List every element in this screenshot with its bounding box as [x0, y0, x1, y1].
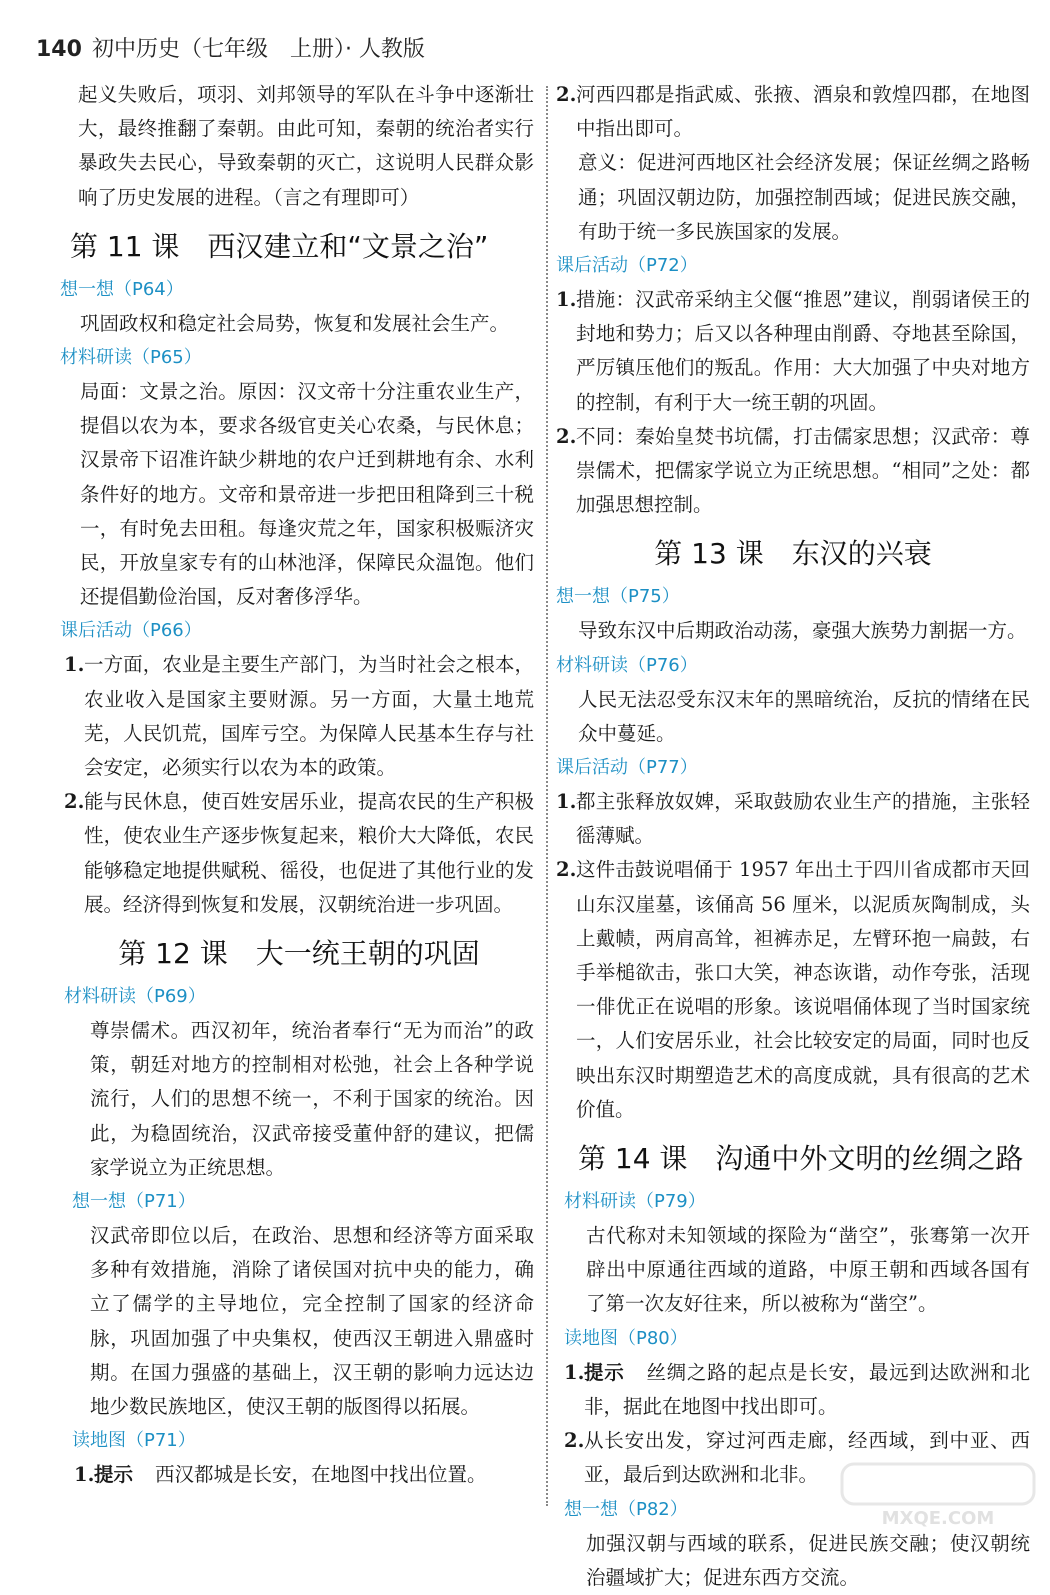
item-text: 这件击鼓说唱俑于 1957 年出土于四川省成都市天回山东汉崖墓，该俑高 56 厘米，以泥质灰陶制成，头上戴帻，两肩高耸，袒裤赤足，左臂环抱一扁鼓，右手举槌欲击，张口大笑，神态诙谐，动作夸张，活现一俳优正在说唱的形象。该说唱俑体现了当时国家统一，人们安居乐业，社会比较安定的局面，同时也反映出东汉时期塑造艺术的高度成就，具有很高的艺术价值。: [576, 858, 1030, 1121]
right-column: [556, 78, 1030, 1595]
answer-text: 尊崇儒术。西汉初年，统治者奉行“无为而治”的政策，朝廷对地方的控制相对松弛，社会上各种学说流行，人们的思想不统一，不利于国家的统治。因此，为稳固统治，汉武帝接受董仲舒的建议，把儒家学说立为正统思想。: [90, 1019, 534, 1179]
item-number: 2.: [564, 1429, 585, 1453]
tip-label: 提示: [94, 1463, 134, 1487]
answer-text: 汉武帝即位以后，在政治、思想和经济等方面采取多种有效措施，消除了诸侯国对抗中央的能力，确立了儒学的主导地位，完全控制了国家的经济命脉，巩固加强了中央集权，使西汉王朝进入鼎盛时期。在国力强盛的基础上，汉王朝的影响力远达边地少数民族地区，使汉王朝的版图得以拓展。: [90, 1224, 534, 1419]
section-label: 材料研读（P76）: [556, 654, 698, 676]
answer-text: 巩固政权和稳定社会局势，恢复和发展社会生产。: [80, 311, 510, 335]
item-number: 1.: [564, 1360, 585, 1384]
item-content: [94, 1458, 534, 1492]
section-label: 材料研读（P69）: [64, 986, 206, 1008]
list-item: [556, 283, 1030, 420]
lesson-12-title: 第 12 课 大一统王朝的巩固: [118, 937, 480, 971]
list-item: [556, 853, 1030, 1127]
item-text: 措施：汉武帝采纳主父偃“推恩”建议，削弱诸侯王的封地和势力；后又以各种理由削爵、夺地甚至除国，严厉镇压他们的叛乱。作用：大大加强了中央对地方的控制，有利于大一统王朝的巩固。: [576, 288, 1030, 414]
item-number: 2.: [556, 83, 577, 106]
page-number: 140: [36, 37, 82, 62]
list-item: [556, 78, 1030, 146]
list-item: [556, 785, 1030, 853]
item-number: 2.: [64, 790, 85, 814]
section-label: 想一想（P75）: [556, 586, 680, 608]
item-text: 丝绸之路的起点是长安，最远到达欧洲和北非，据此在地图中找出即可。: [584, 1360, 1030, 1418]
list-item: [64, 648, 534, 785]
section-label: 想一想（P71）: [72, 1191, 196, 1213]
section-label: 读地图（P80）: [564, 1327, 688, 1349]
item-text: 西汉都城是长安，在地图中找出位置。: [155, 1463, 487, 1487]
watermark-logo: [838, 1460, 1038, 1530]
list-item: [556, 420, 1030, 523]
page-header: [36, 32, 425, 63]
answer-text: 意义：促进河西地区社会经济发展；保证丝绸之路畅通；巩固汉朝边防，加强控制西域；促进民族交融，有助于统一多民族国家的发展。: [578, 151, 1030, 243]
item-text: 不同：秦始皇焚书坑儒，打击儒家思想；汉武帝：尊崇儒术，把儒家学说立为正统思想。“相同”之处：都加强思想控制。: [576, 424, 1030, 517]
item-text: 都主张释放奴婢，采取鼓励农业生产的措施，主张轻徭薄赋。: [576, 790, 1030, 848]
intro-paragraph: 起义失败后，项羽、刘邦领导的军队在斗争中逐渐壮大，最终推翻了秦朝。由此可知，秦朝的统治者实行暴政失去民心，导致秦朝的灭亡，这说明人民群众影响了历史发展的进程。（言之有理即可）: [78, 83, 534, 209]
section-label: 想一想（P82）: [564, 1498, 688, 1520]
item-number: 2.: [556, 424, 577, 448]
answer-text: 古代称对未知领域的探险为“凿空”，张骞第一次开辟出中原通往西域的道路，中原王朝和西域各国有了第一次友好往来，所以被称为“凿空”。: [586, 1224, 1030, 1316]
lesson-11-title: 第 11 课 西汉建立和“文景之治”: [70, 229, 489, 263]
list-item: [556, 1356, 1030, 1424]
section-label: 读地图（P71）: [72, 1430, 196, 1452]
answer-text: 局面：文景之治。原因：汉文帝十分注重农业生产，提倡以农为本，要求各级官吏关心农桑，与民休息；汉景帝下诏准许缺少耕地的农户迁到耕地有余、水利条件好的地方。文帝和景帝进一步把田租降到三十税一，有时免去田租。每逢灾荒之年，国家积极赈济灾民，开放皇家专有的山林池泽，保障民众温饱。他们还提倡勤俭治国，反对奢侈浮华。: [80, 380, 534, 609]
left-column: [60, 78, 534, 1493]
tip-label: 提示: [584, 1360, 625, 1384]
item-number: 2.: [556, 858, 577, 882]
item-number: 1.: [74, 1463, 95, 1487]
item-text: 从长安出发，穿过河西走廊，经西域，到中亚、西亚，最后到达欧洲和北非。: [584, 1429, 1030, 1487]
section-label: 材料研读（P79）: [564, 1191, 706, 1213]
book-title: 初中历史（七年级 上册）· 人教版: [91, 37, 425, 62]
list-item: [64, 785, 534, 922]
lesson-14-title: 第 14 课 沟通中外文明的丝绸之路: [578, 1142, 1024, 1176]
section-label: 材料研读（P65）: [60, 347, 202, 369]
section-label: 课后活动（P66）: [60, 620, 202, 642]
answer-text: 加强汉朝与西域的联系，促进民族交融；使汉朝统治疆域扩大；促进东西方交流。: [586, 1531, 1030, 1589]
answer-text: 人民无法忍受东汉末年的黑暗统治，反抗的情绪在民众中蔓延。: [578, 687, 1030, 745]
answer-text: 导致东汉中后期政治动荡，豪强大族势力割据一方。: [578, 619, 1027, 643]
watermark-text: MXQE.COM: [881, 1508, 995, 1529]
section-label: 想一想（P64）: [60, 278, 184, 300]
item-text: 能与民休息，使百姓安居乐业，提高农民的生产积极性，使农业生产逐步恢复起来，粮价大大降低，农民能够稳定地提供赋税、徭役，也促进了其他行业的发展。经济得到恢复和发展，汉朝统治进一步巩固。: [84, 790, 534, 916]
item-number: 1.: [556, 790, 577, 814]
item-content: [584, 1356, 1030, 1424]
item-number: 1.: [556, 288, 577, 312]
item-text: 河西四郡是指武威、张掖、酒泉和敦煌四郡，在地图中指出即可。: [576, 83, 1030, 141]
column-divider: [546, 86, 548, 1506]
list-item: [64, 1458, 534, 1492]
lesson-13-title: 第 13 课 东汉的兴衰: [654, 537, 932, 571]
section-label: 课后活动（P77）: [556, 757, 698, 779]
section-label: 课后活动（P72）: [556, 255, 698, 277]
item-number: 1.: [64, 653, 85, 677]
item-text: 一方面，农业是主要生产部门，为当时社会之根本，农业收入是国家主要财源。另一方面，大量土地荒芜，人民饥荒，国库亏空。为保障人民基本生存与社会安定，必须实行以农为本的政策。: [84, 653, 534, 780]
